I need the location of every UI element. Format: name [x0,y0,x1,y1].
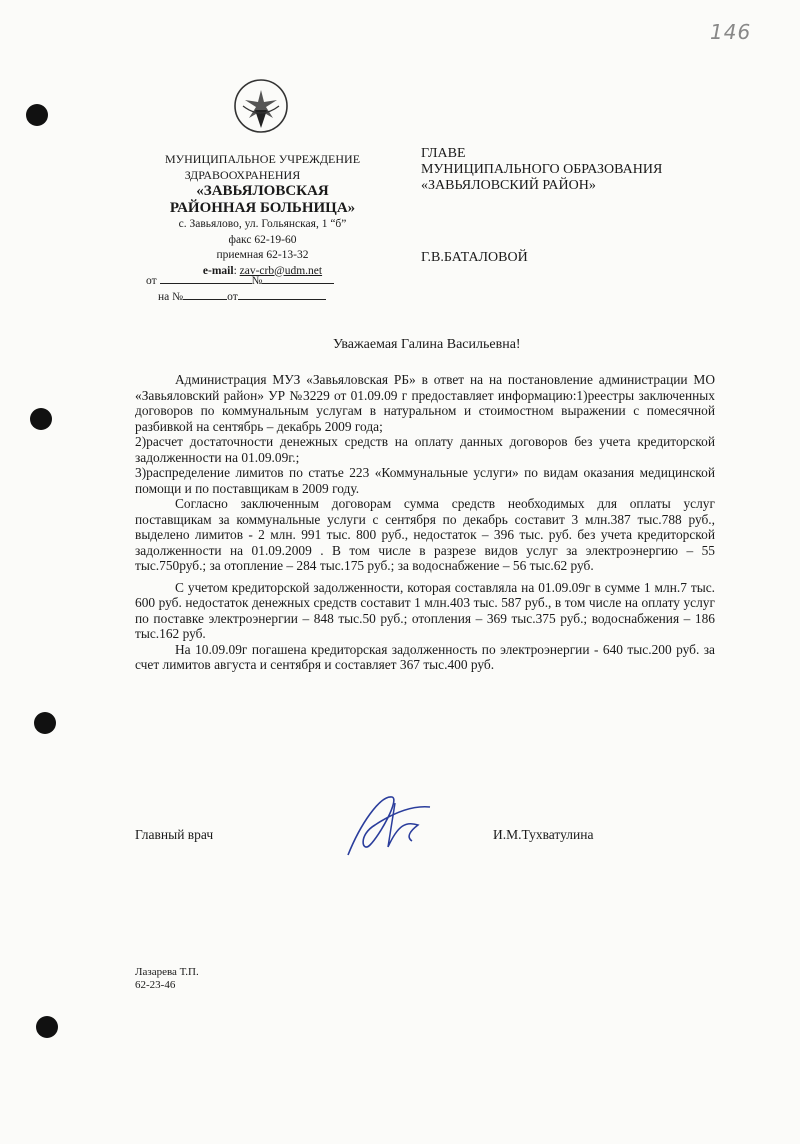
executor-name: Лазарева Т.П. [135,966,199,978]
org-email-line: e-mail: zav-crb@udm.net [202,264,323,277]
org-reception-phone: приемная 62-13-32 [216,249,309,261]
executor-block [135,966,199,992]
ot-label-2: от [227,291,238,303]
email-link[interactable]: zav-crb@udm.net [239,264,323,277]
page-number: 146 [710,20,752,44]
org-type-line: ЗДРАВООХРАНЕНИЯ [184,167,301,182]
body-paragraph: 2)расчет достаточности денежных средств на оплату данных договоров без учета кредиторской задолженности на 01.09.09г.; [135,434,715,465]
org-address: с. Завьялово, ул. Гольянская, 1 “б” [178,218,347,230]
addressee-block [421,146,662,194]
punch-hole [30,408,52,430]
addressee-title: ГЛАВЕ [421,146,466,161]
greeting: Уважаемая Галина Васильевна! [333,337,521,352]
punch-hole [36,1016,58,1038]
body-paragraph: Согласно заключенным договорам сумма средств необходимых для оплаты услуг поставщикам за коммунальные услуги с сентября по декабрь составит 3 млн.387 тыс.788 руб., выделено лимитов - 2 млн. 991 тыс. 800 руб., недостаток – 396 тыс. руб. без учета кредиторской задолженности на 01.09.2009 . В том числе в разрезе видов услуг за электроэнергию – 55 тыс.750руб.; за отопление – 284 тыс.175 руб.; за водоснабжение – 56 тыс.62 руб. [135,496,715,573]
body-paragraph: На 10.09.09г погашена кредиторская задолженность по электроэнергии - 640 тыс.200 руб. за счет лимитов августа и сентября и составляет 367 тыс.400 руб. [135,641,715,672]
body-paragraph: С учетом кредиторской задолженности, которая составляла на 01.09.09г в сумме 1 млн.7 тыс. 600 руб. недостаток денежных средств составит 1 млн.403 тыс. 587 руб., в том числе на оплату услуг по поставке электроэнергии – 848 тыс.50 руб.; отопления – 369 тыс.375 руб.; водоснабжения – 186 тыс.162 руб. [135,579,715,641]
punch-hole [34,712,56,734]
reference-number-line [158,288,326,303]
letter-body [135,372,715,673]
executor-phone: 62-23-46 [135,979,176,991]
handwritten-signature [340,785,440,865]
org-fax: факс 62-19-60 [228,233,297,246]
org-name-line: РАЙОННАЯ БОЛЬНИЦА» [169,200,356,216]
ot-label: от [146,275,157,287]
body-paragraph: Администрация МУЗ «Завьяловская РБ» в ответ на на постановление администрации МО «Завьяловский район» УР №3229 от 01.09.09 г предоставляет информацию:1)реестры заключенных договоров по коммунальным услугам в натуральном и стоимостном выражении с помесячной разбивкой на сентябрь – декабрь 2009 года; [135,372,715,434]
email-label: e-mail [202,264,234,277]
outgoing-number-line [146,272,334,287]
hospital-emblem-icon [233,76,289,138]
addressee-org: «ЗАВЬЯЛОВСКИЙ РАЙОН» [421,178,596,193]
body-paragraph: 3)распределение лимитов по статье 223 «Коммунальные услуги» по видам оказания медицинской помощи и по поставщикам в 2009 году. [135,465,715,496]
signatory-title: Главный врач [135,827,214,842]
letterhead [130,152,395,279]
addressee-org: МУНИЦИПАЛЬНОГО ОБРАЗОВАНИЯ [421,162,663,177]
signatory-name: И.М.Тухватулина [493,827,594,842]
punch-hole [26,104,48,126]
org-type-line: МУНИЦИПАЛЬНОЕ УЧРЕЖДЕНИЕ [164,152,361,166]
na-no-label: на № [158,291,184,303]
addressee-name: Г.В.БАТАЛОВОЙ [421,250,528,265]
org-name-line: «ЗАВЬЯЛОВСКАЯ [196,183,329,199]
no-label: № [251,275,263,287]
